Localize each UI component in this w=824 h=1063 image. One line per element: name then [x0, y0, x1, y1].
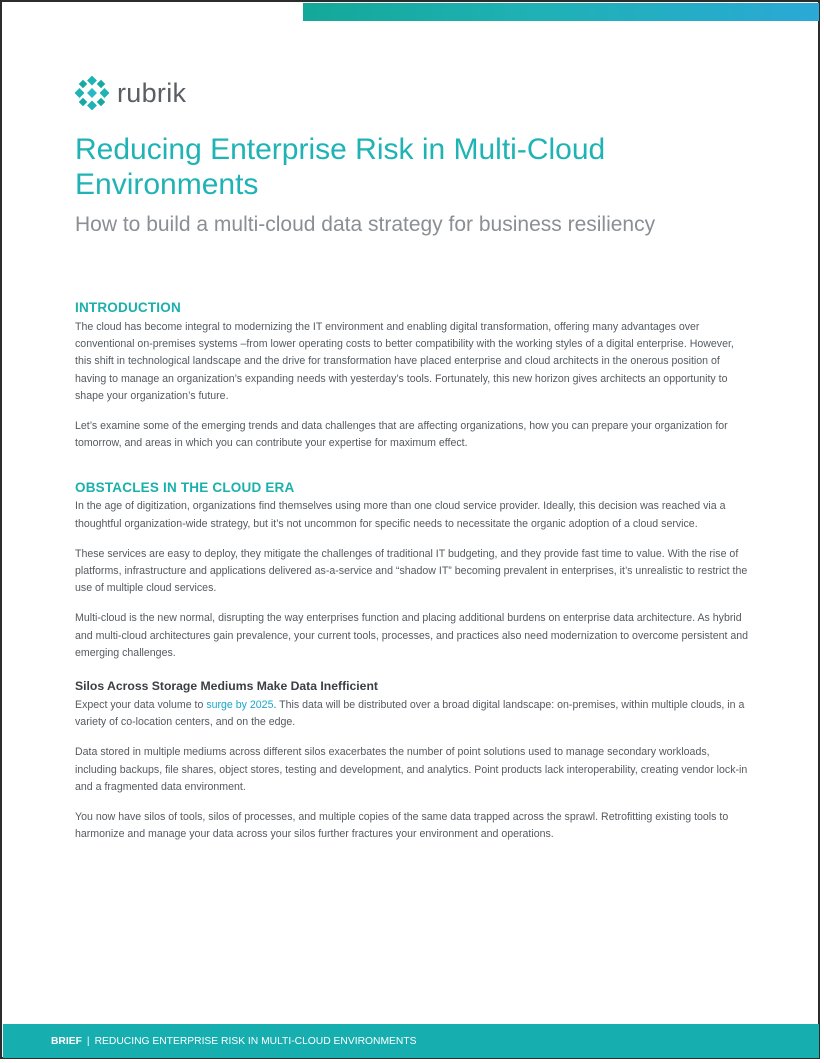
silos-paragraph-3: You now have silos of tools, silos of processes, and multiple copies of the same data trapped across the sprawl. Retrofitting existing tools to harmonize and manage your data across your silos further fractures your environment and operations.: [75, 811, 729, 841]
page-title: Reducing Enterprise Risk in Multi-Cloud Environments: [75, 133, 606, 201]
rubrik-logo: [75, 76, 186, 110]
footer-brief-label: BRIEF: [51, 1035, 82, 1047]
silos-paragraph-2: Data stored in multiple mediums across different silos exacerbates the number of point solutions used to manage secondary workloads, including backups, file shares, object stores, testing and development, and analytics. Point products lack interoperability, creating vendor lock-in and a fragmented data environment.: [75, 746, 748, 793]
footer-title: REDUCING ENTERPRISE RISK IN MULTI-CLOUD ENVIRONMENTS: [94, 1035, 417, 1047]
page-subtitle: How to build a multi-cloud data strategy for business resiliency: [75, 213, 656, 236]
obstacles-heading: OBSTACLES IN THE CLOUD ERA: [75, 480, 295, 496]
introduction-paragraph-1: The cloud has become integral to modernizing the IT environment and enabling digital transformation, offering many advantages over conventional on-premises systems –from lower operating costs to better compatibility with the working styles of a digital enterprise. However, this shift in technological landscape and the drive for transformation have placed enterprise and cloud architects in the onerous position of having to manage an organization’s expanding needs with yesterday’s tools. Fortunately, this new horizon gives architects an opportunity to shape your organization’s future.: [75, 321, 734, 402]
silos-paragraph-1-end: . This data will be distributed over a broad digital landscape: on-premises, within multiple clouds, in a variety of co-location centers, and on the edge.: [75, 699, 745, 729]
obstacles-paragraph-2: These services are easy to deploy, they mitigate the challenges of traditional IT budgeting, and they provide fast time to value. With the rise of platforms, infrastructure and applications delivered as-a-service and “shadow IT” becoming prevalent in enterprises, it’s unrealistic to restrict the use of multiple cloud services.: [75, 547, 748, 595]
silos-heading: Silos Across Storage Mediums Make Data Inefficient: [75, 679, 378, 694]
logo-wordmark: rubrik: [117, 77, 187, 108]
footer-bar: [3, 1024, 819, 1058]
document-body: [75, 300, 750, 843]
introduction-paragraph-2: Let’s examine some of the emerging trends and data challenges that are affecting organizations, how you can prepare your organization for tomorrow, and areas in which you can contribute your expertise for maximum effect.: [75, 420, 728, 450]
introduction-heading: INTRODUCTION: [75, 300, 181, 315]
obstacles-paragraph-3: Multi-cloud is the new normal, disrupting the way enterprises function and placing additional burdens on enterprise data architecture. As hybrid and multi-cloud architectures gain prevalence, your current tools, processes, and practices also need modernization to overcome persistent and emerging challenges.: [75, 612, 749, 659]
surge-by-2025-link[interactable]: surge by 2025: [206, 699, 274, 712]
footer-separator: |: [86, 1035, 90, 1047]
silos-paragraph-1: [75, 697, 750, 731]
silos-paragraph-1-start: Expect your data volume to: [75, 699, 207, 712]
top-accent-bar: [303, 3, 819, 21]
obstacles-paragraph-1: In the age of digitization, organizations find themselves using more than one cloud service provider. Ideally, this decision was reached via a thoughtful organization-wide strategy, but it’s not uncommon for specific needs to necessitate the organic adoption of a cloud service.: [75, 500, 726, 530]
rubrik-logo-icon: [75, 76, 109, 110]
